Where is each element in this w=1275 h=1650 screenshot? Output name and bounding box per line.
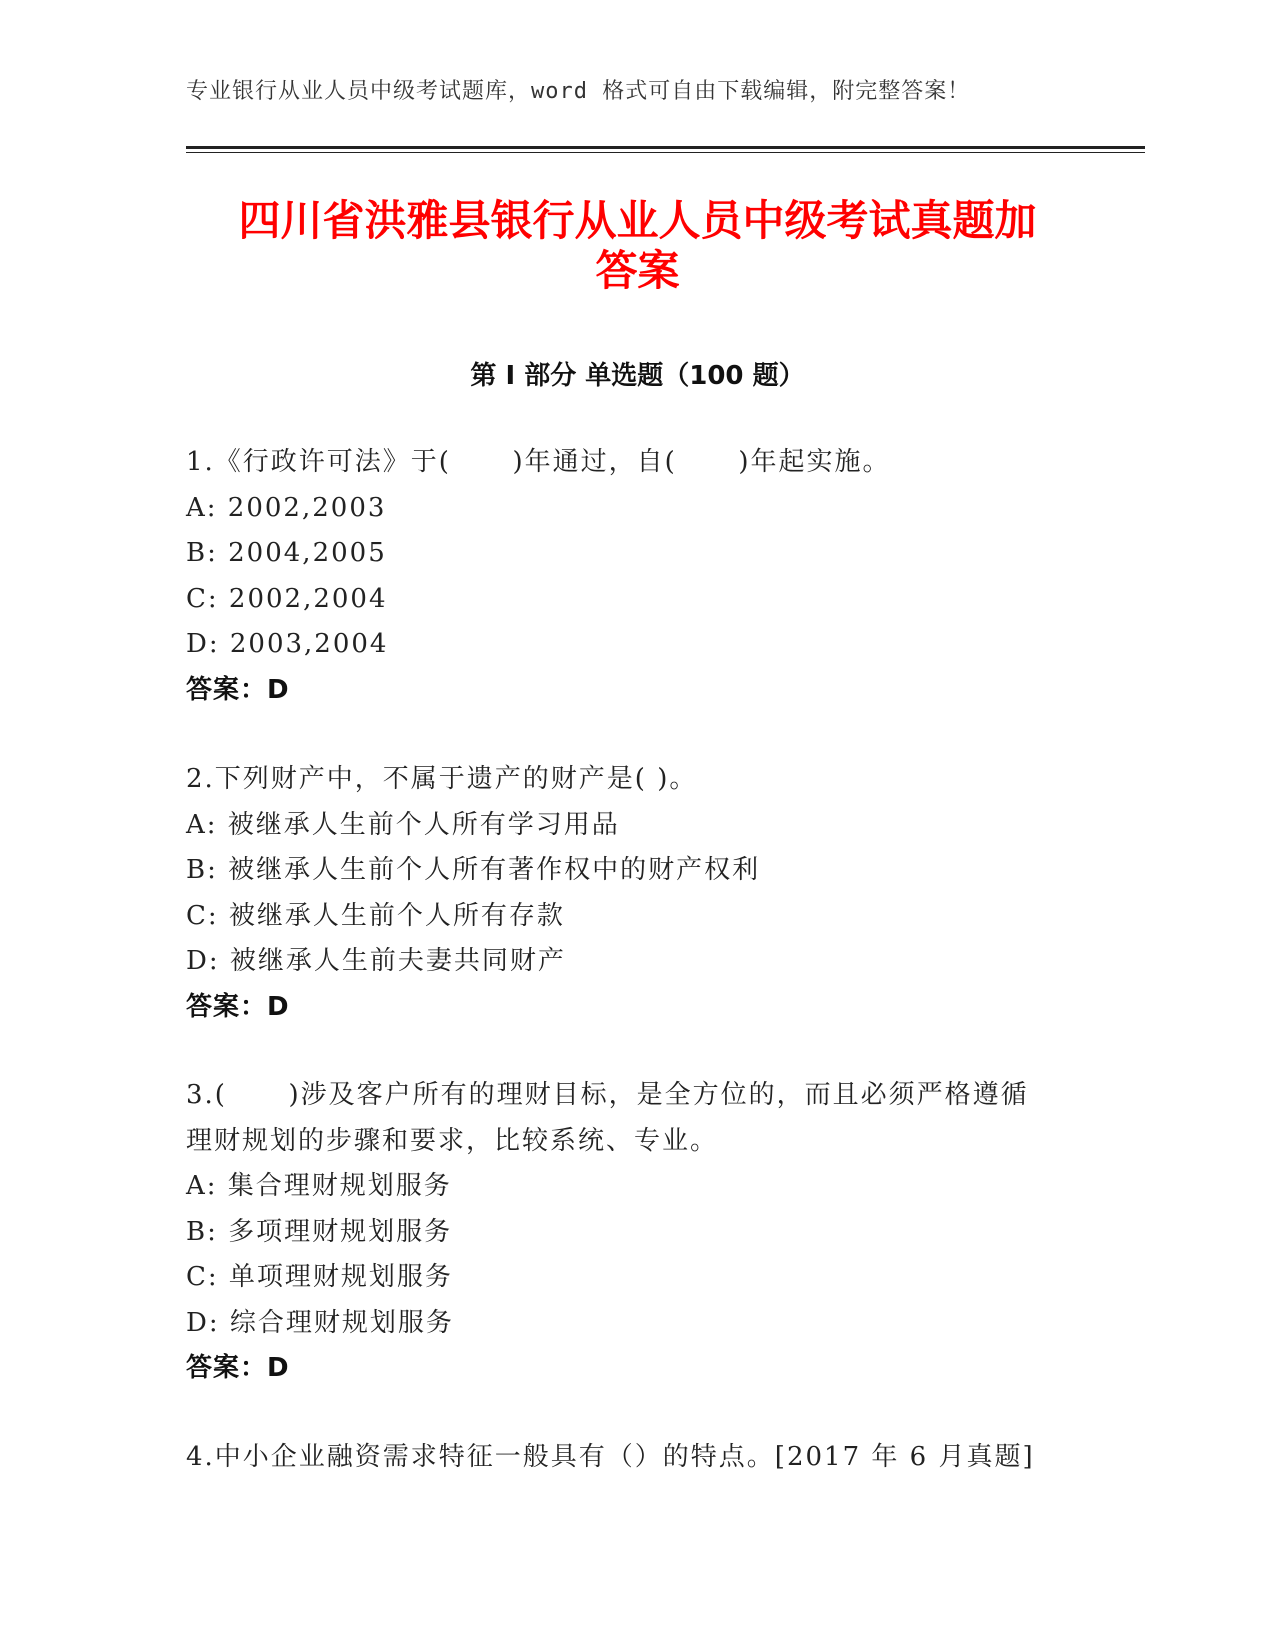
question-1 [186,440,1086,713]
option-a: A: 2002,2003 [186,492,387,523]
option-c: C: 2002,2004 [186,583,388,614]
question-stem-line-1: 3.( )涉及客户所有的理财目标，是全方位的，而且必须严格遵循 [186,1080,1029,1110]
document-title-line-2: 答案 [595,246,680,295]
option-a: A: 被继承人生前个人所有学习用品 [186,809,620,840]
question-4 [186,1435,1086,1481]
section-heading: 第 I 部分 单选题（100 题） [470,361,805,391]
option-b: B: 2004,2005 [186,538,387,568]
question-stem: 2.下列财产中，不属于遗产的财产是( )。 [186,764,698,794]
document-title [150,196,1125,296]
option-c: C: 单项理财规划服务 [186,1262,453,1292]
option-c: C: 被继承人生前个人所有存款 [186,900,565,931]
question-stem: 4.中小企业融资需求特征一般具有（）的特点。[2017 年 6 月真题] [186,1442,1035,1472]
header-rule-thin [186,152,1145,153]
question-stem-line-2: 理财规划的步骤和要求，比较系统、专业。 [186,1125,719,1156]
option-d: D: 2003,2004 [186,629,389,659]
option-d: D: 综合理财规划服务 [186,1307,454,1338]
answer: 答案：D [186,991,290,1022]
answer: 答案：D [186,674,290,705]
option-b: B: 被继承人生前个人所有著作权中的财产权利 [186,855,761,885]
option-d: D: 被继承人生前夫妻共同财产 [186,946,566,976]
document-title-line-1: 四川省洪雅县银行从业人员中级考试真题加 [238,196,1037,245]
header-rule-thick [186,146,1145,149]
header-note: 专业银行从业人员中级考试题库，word 格式可自由下载编辑，附完整答案！ [186,79,971,104]
answer: 答案：D [186,1353,290,1383]
question-stem: 1.《行政许可法》于( )年通过，自( )年起实施。 [186,447,891,477]
question-3 [186,1073,1086,1392]
option-b: B: 多项理财规划服务 [186,1216,453,1247]
question-2 [186,757,1086,1030]
option-a: A: 集合理财规划服务 [186,1171,452,1201]
